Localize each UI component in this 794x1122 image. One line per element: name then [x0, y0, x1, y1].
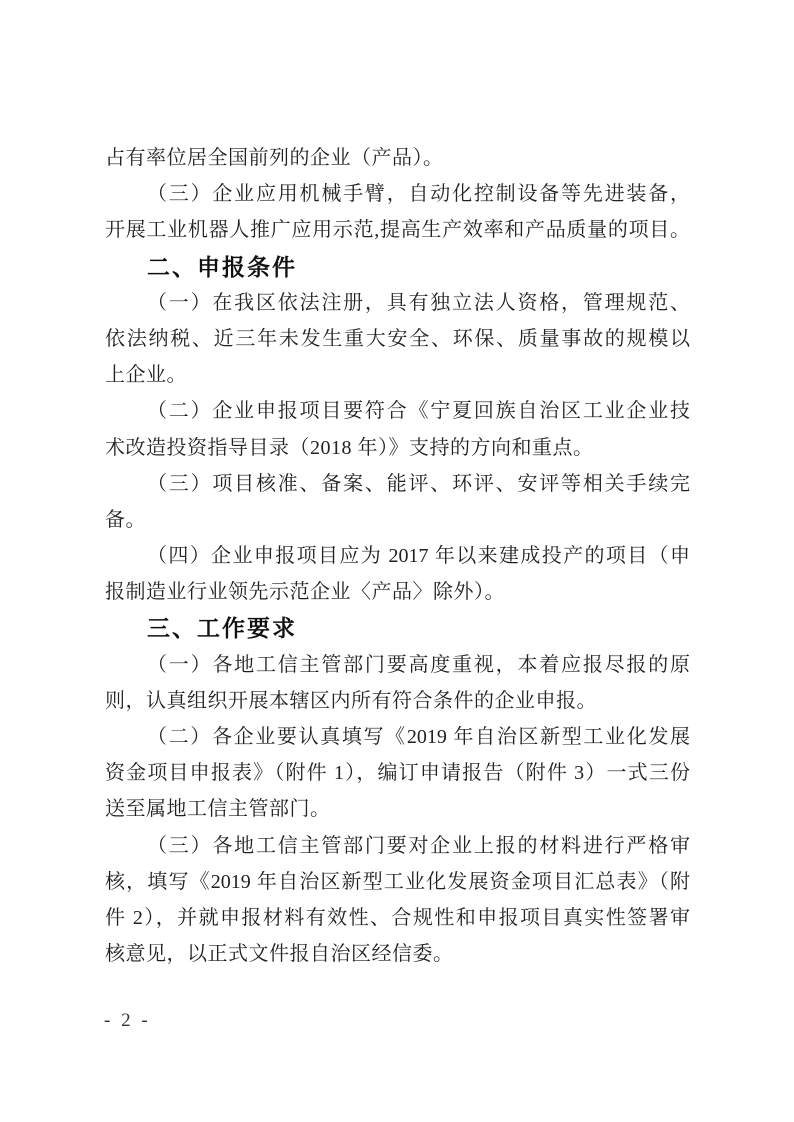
body-text-line: （三）企业应用机械手臂，自动化控制设备等先进装备，: [147, 183, 690, 206]
body-text-line: 术改造投资指导目录（2018 年）》支持的方向和重点。: [105, 436, 594, 459]
body-text-line: 核意见，以正式文件报自治区经信委。: [105, 943, 454, 966]
body-text-line: （一）在我区依法注册，具有独立法人资格，管理规范、: [147, 291, 690, 314]
body-text-line: 则，认真组织开展本辖区内所有符合条件的企业申报。: [105, 689, 597, 712]
page-number: - 2 -: [104, 1010, 151, 1031]
body-text-line: 备。: [105, 508, 146, 531]
body-text-line: 资金项目申报表》（附件 1），编订申请报告（附件 3）一式三份: [105, 762, 690, 785]
body-text-line: （三）各地工信主管部门要对企业上报的材料进行严格审: [147, 834, 690, 857]
body-text-line: 送至属地工信主管部门。: [105, 798, 331, 821]
body-text-line: 占有率位居全国前列的企业（产品）。: [105, 147, 444, 169]
body-text-line: 件 2），并就申报材料有效性、合规性和申报项目真实性签署审: [105, 906, 690, 929]
body-text-line: 依法纳税、近三年未发生重大安全、环保、质量事故的规模以: [105, 327, 690, 350]
body-text-line: （四）企业申报项目应为 2017 年以来建成投产的项目（申: [147, 545, 690, 568]
body-text-line: （一）各地工信主管部门要高度重视，本着应报尽报的原: [147, 653, 690, 676]
body-text-line: 报制造业行业领先示范企业〈产品〉除外）。: [105, 581, 505, 604]
body-text-line: （二）企业申报项目要符合《宁夏回族自治区工业企业技: [147, 400, 690, 423]
body-text-line: 核，填写《2019 年自治区新型工业化发展资金项目汇总表》（附: [105, 870, 690, 893]
body-text-line: （二）各企业要认真填写《2019 年自治区新型工业化发展: [147, 726, 690, 748]
document-body: [105, 140, 690, 972]
body-text-line: 上企业。: [105, 364, 187, 387]
body-text-line: （三）项目核准、备案、能评、环评、安评等相关手续完: [147, 472, 690, 495]
section-heading-3: 三、工作要求: [147, 615, 297, 642]
section-heading-2: 二、申报条件: [147, 253, 297, 280]
body-text-line: 开展工业机器人推广应用示范,提高生产效率和产品质量的项目。: [105, 219, 690, 242]
